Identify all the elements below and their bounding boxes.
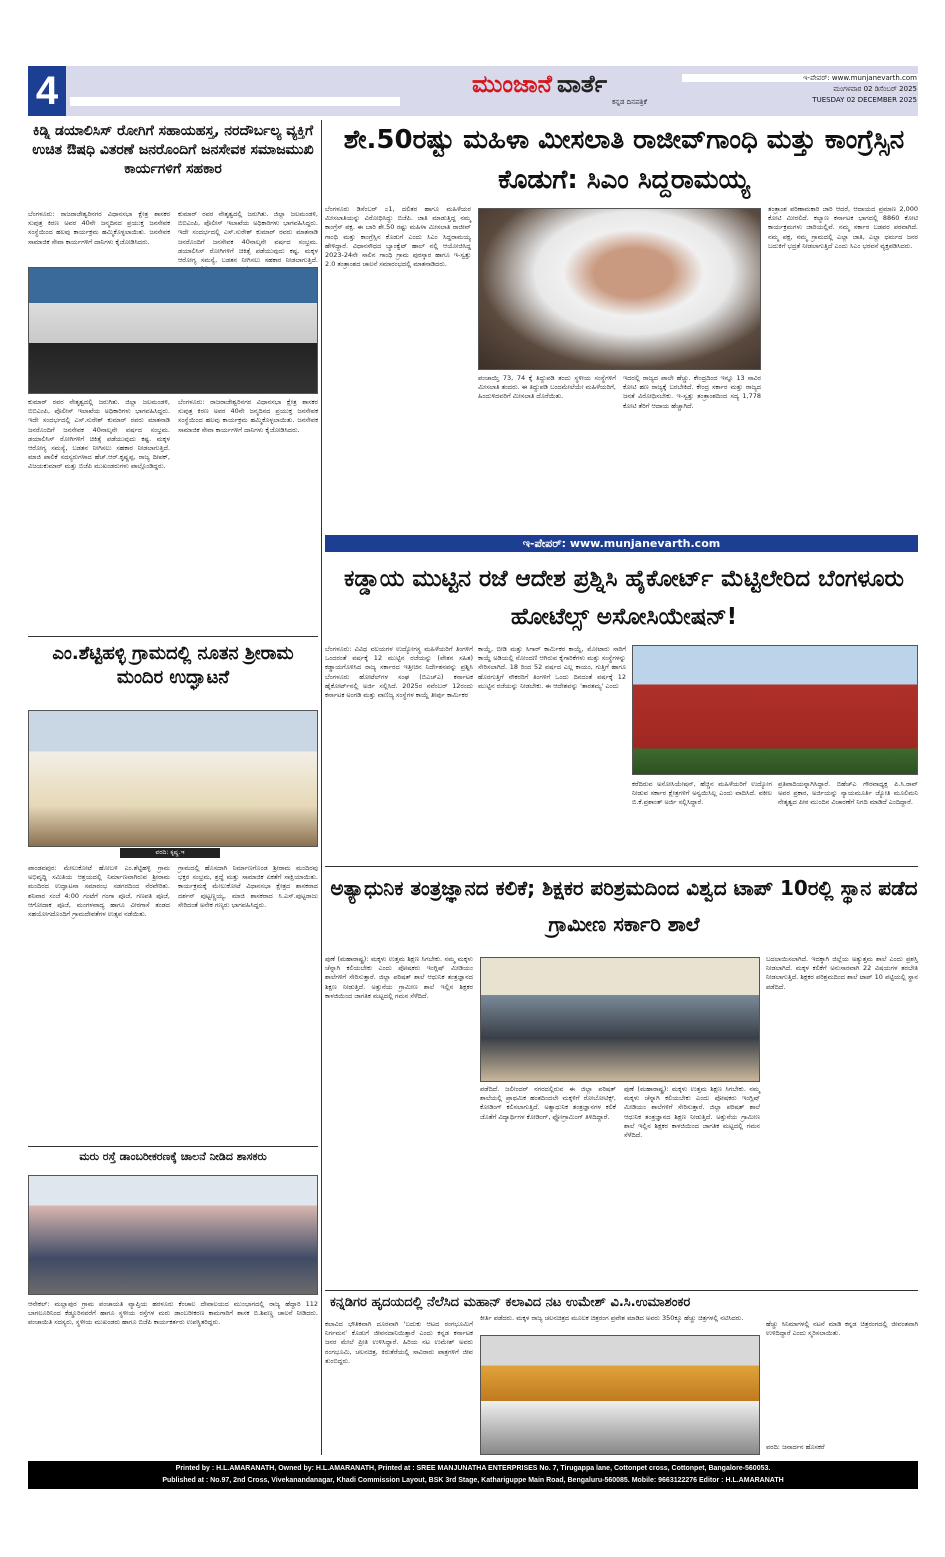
masthead-dark: ವಾರ್ತೆ (557, 70, 608, 98)
headline: ಅತ್ಯಾಧುನಿಕ ತಂತ್ರಜ್ಞಾನದ ಕಲಿಕೆ; ಶಿಕ್ಷಕರ ಪರಿಶ್ರಮದಿಂದ ವಿಶ್ವದ ಟಾಪ್ 10ರಲ್ಲಿ ಸ್ಥಾನ ಪಡೆದ ಗ್ರಾಮೀಣ ಸರ್ಕಾರಿ ಶಾಲೆ (330, 876, 918, 936)
article-body: ಕುಮಾರ್ ರವರ ನೇತೃತ್ವದಲ್ಲಿ ಜರುಗಿತು. ಜಿಲ್ಲಾ ಜಲಮಂಡಳಿ, ಬಿಬಿಎಂಪಿ, ಪೊಲೀಸ್ ಇಲಾಖೆಯ ಅಧಿಕಾರಿಗಳು ಭಾಗವಹಿಸಿದ್ದರು. ಇದೇ ಸಂದರ್ಭದಲ್ಲಿ ಎಸ್.ಸುರೇಶ್ ಕುಮಾರ್ ರವರು ಮಾತನಾಡಿ ಜನರೊಂದಿಗೆ ಜನಸೇವಕ 40ನಾಲ್ಕನೇ ವರ್ಷದ ಸಂಭ್ರಮ. ಡಯಾಲಿಸಿಸ್ ರೋಗಿಗಳಿಗೆ ಚಿಕಿತ್ಸೆ ಪಡೆಯುವುದು ಕಷ್ಟ. ಮಕ್ಕಳ ಆರೋಗ್ಯ ಸಮಸ್ಯೆ, ಬಡತನ ನೀಗಿಸಲು ಸಹಕಾರ ನೀಡಲಾಗುತ್ತಿದೆ. ಮಾಜಿ ಪಾಲಿಕೆ ಸದಸ್ಯರುಗಳಾದ ಹೆಚ್.ಆರ್.ಕೃಷ್ಣಪ್ಪ, ರಾಜ್ಯ ದೀಪಕ್, ವಿಜಯಕುಮಾರ್ ಮತ್ತು ಬಿಜೆಪಿ ಮುಖಂಡರುಗಳು ಪಾಲ್ಗೊಂಡಿದ್ದರು. (28, 398, 170, 471)
headline: ಮರು ರಸ್ತೆ ಡಾಂಬರೀಕರಣಕ್ಕೆ ಚಾಲನೆ ನೀಡಿದ ಶಾಸಕರು (79, 1150, 267, 1163)
article-body: ಪಂಚಾಯ್ತಿ 73, 74 ಕ್ಕೆ ತಿದ್ದುಪಡಿ ತಂದು ಸ್ಥಳೀಯ ಸಂಸ್ಥೆಗಳಿಗೆ ಮೀಸಲಾತಿ ತಂದರು. ಈ ತಿದ್ದುಪಡಿ ಬಂದಮೇಲೆಯೇ ಮಹಿಳೆಯರಿಗೆ, ಹಿಂದುಳಿದವರಿಗೆ ಮೀಸಲಾತಿ ದೊರೆಯಿತು. (478, 374, 616, 401)
article-body: ಕಲಾವಿದ ಭೌತಿಕವಾಗಿ ದೂರವಾಗಿ 'ಬದುಕು ಆಟದ ರಂಗಭೂಮಿಗೆ ನಿರ್ಗಮನ' ಕೊಡುಗೆ ಜೀವನದಾನಿಯಿತ್ತಾರೆ ಎಂದು ಕನ್ನಡ ಕರ್ನಾಟಕ ಜನರ ಮೇಲೆ ಪ್ರೀತಿ ಉಳಿಸಿದ್ದಾರೆ. ಹಿರಿಯ ನಟ ಉಮೇಶ್ ಅವರು ರಂಗಭೂಮಿ, ಚಲನಚಿತ್ರ, ಕಿರುತೆರೆಯಲ್ಲಿ ಸಾವಿರಾರು ಪಾತ್ರಗಳಿಗೆ ಜೀವ ತುಂಬಿದ್ದರು. (325, 1320, 473, 1365)
epaper-link[interactable]: ಇ-ಪೇಪರ್: www.munjanevarth.com (803, 74, 917, 82)
divider (28, 636, 318, 637)
article-body: ಬದಲಾಯಿಸಲಾಗಿದೆ. ಇದಕ್ಕಾಗಿ ಜಿಲ್ಲೆಯ ಅತ್ಯುತ್ತಮ ಶಾಲೆ ಎಂದು ಪ್ರಶಸ್ತಿ ನೀಡಲಾಗಿದೆ. ಮಕ್ಕಳ ಕಲಿಕೆಗೆ ಅನುಸಾರವಾಗಿ 22 ವಿಷಯಗಳ ತರಬೇತಿ ನೀಡಲಾಗುತ್ತಿದೆ. ಶಿಕ್ಷಕರ ಪರಿಶ್ರಮದಿಂದ ಶಾಲೆ ಟಾಪ್ 10 ಪಟ್ಟಿಯಲ್ಲಿ ಸ್ಥಾನ ಪಡೆದಿದೆ. (766, 955, 918, 991)
column-divider (321, 120, 322, 1455)
tagline: ಕನ್ನಡ ದಿನಪತ್ರಿಕೆ (611, 98, 647, 106)
article-body: ಪುಣೆ (ಮಹಾರಾಷ್ಟ್ರ): ಮಕ್ಕಳು ಉತ್ತಮ ಶಿಕ್ಷಣ ಸಿಗಬೇಕು. ನಮ್ಮ ಮಕ್ಕಳು ಚೆನ್ನಾಗಿ ಕಲಿಯಬೇಕು ಎಂದು ಪೋಷಕರು ಇಂಗ್ಲಿಷ್ ಮೀಡಿಯಂ ಶಾಲೆಗಳಿಗೆ ಸೇರಿಸುತ್ತಾರೆ. ಜಿಲ್ಲಾ ಪರಿಷತ್ ಶಾಲೆ ಆಧುನಿಕ ತಂತ್ರಜ್ಞಾನದ ಶಿಕ್ಷಣ ನೀಡುತ್ತಿದೆ. ಅತ್ತುನೆಯ ಗ್ರಾಮೀಣ ಶಾಲೆ ಇಲ್ಲಿನ ಶಿಕ್ಷಕರ ಕಾಳಜಿಯಿಂದ ಜಾಗತಿಕ ಮಟ್ಟದಲ್ಲಿ ಗಮನ ಸೆಳೆದಿದೆ. (325, 955, 473, 1000)
article-body: ಪಡೆದಿದೆ. ಜಲೀಂದರ್ ನಗರದಲ್ಲಿರುವ ಈ ಜಿಲ್ಲಾ ಪರಿಷತ್ ಶಾಲೆಯಲ್ಲಿ ಪ್ರಾಥಮಿಕ ಹಂತದಿಂದಲೇ ಮಕ್ಕಳಿಗೆ ರೋಬೋಟಿಕ್ಸ್, ಕೋಡಿಂಗ್ ಕಲಿಸಲಾಗುತ್ತಿದೆ. ಅತ್ಯಾಧುನಿಕ ತಂತ್ರಜ್ಞಾನಗಳ ಕಲಿಕೆ ಜೊತೆಗೆ ವಿದ್ಯಾರ್ಥಿಗಳ ಕೋಡಿಂಗ್, ಫ್ಲೋಗ್ರಾಮಿಂಗ್ ತಿಳಿದಿದ್ದಾರೆ. (480, 1085, 616, 1121)
article-body: ಕರೆದಿರುವ ಅಸೋಸಿಯೇಷನ್, ಹೆಚ್ಚಿನ ಮಹಿಳೆಯರಿಗೆ ಉದ್ಯೋಗ ನೀಡುವ ಸರ್ಕಾರ ಕ್ಷೇತ್ರಗಳಿಗೆ ಅನ್ವಯಿಸಿಲ್ಲ ಎಂದು ವಾದಿಸಿದೆ. ವಕೀಲ ಬಿ.ಕೆ.ಪ್ರಶಾಂತ್ ಅರ್ಜಿ ಸಲ್ಲಿಸಿದ್ದಾರೆ. (632, 780, 772, 807)
article-body: ಆನೇಕಲ್: ಮಲ್ಲಾಪುರ ಗ್ರಾಮ ಪಂಚಾಯತಿ ವ್ಯಾಪ್ತಿಯ ಹರಳೂರು ಕೆಂಚಾಲ ದೇವಾಲಯದ ಮುಂಭಾಗದಲ್ಲಿ ರಾಜ್ಯ ಹೆದ್ದಾರಿ 112 ಬಾಗಲೂರಿನಿಂದ ಕೆಡ್ಡೂರಿನವರೆಗೆ ಹಾಗೂ ಸ್ಥಳೀಯ ರಸ್ತೆಗಳ ಮರು ಡಾಂಬರೀಕರಣ ಕಾಮಗಾರಿಗೆ ಶಾಸಕ ಬಿ.ಶಿವಣ್ಣ ಚಾಲನೆ ನೀಡಿದರು. ಪಂಚಾಯಿತಿ ಸದಸ್ಯರು, ಸ್ಥಳೀಯ ಮುಖಂಡರು ಹಾಗೂ ಬಿಜೆಪಿ ಕಾರ್ಯಕರ್ತರು ಉಪಸ್ಥಿತರಿದ್ದರು. (28, 1300, 318, 1327)
page-number: 4 (28, 66, 66, 116)
photo-caption: ವರದಿ: ಕೃಷ್ಣ.ಇ (120, 848, 220, 858)
headline: ಕಿಡ್ನಿ ಡಯಾಲಿಸಿಸ್ ರೋಗಿಗೆ ಸಹಾಯಹಸ್ತ, ನರದೌರ್ಬಲ್ಯ ವ್ಯಕ್ತಿಗೆ ಉಚಿತ ಔಷಧಿ ವಿತರಣೆ ಜನರೊಂದಿಗೆ ಜನಸೇವಕ ಸಮಾಜಮುಖಿ ಕಾರ್ಯಗಳಿಗೆ ಸಹಕಾರ (32, 123, 314, 177)
headline: ಎಂ.ಶೆಟ್ಟಿಹಳ್ಳಿ ಗ್ರಾಮದಲ್ಲಿ ನೂತನ ಶ್ರೀರಾಮ ಮಂದಿರ ಉದ್ಘಾಟನೆ (52, 643, 294, 689)
news-photo (28, 710, 318, 847)
headline: ಕಡ್ಡಾಯ ಮುಟ್ಟಿನ ರಜೆ ಆದೇಶ ಪ್ರಶ್ನಿಸಿ ಹೈಕೋರ್ಟ್ ಮೆಟ್ಟಿಲೇರಿದ ಬೆಂಗಳೂರು ಹೋಟೆಲ್ಸ್ ಅಸೋಸಿಯೇಷನ್! (343, 566, 904, 630)
lead-headline: ಶೇ.50ರಷ್ಟು ಮಹಿಳಾ ಮೀಸಲಾತಿ ರಾಜೀವ್‌ಗಾಂಧಿ ಮತ್ತು ಕಾಂಗ್ರೆಸ್ಸಿನ ಕೊಡುಗೆ: ಸಿಎಂ ಸಿದ್ದರಾಮಯ್ಯ (343, 125, 905, 195)
news-photo (28, 1175, 318, 1295)
imprint-line: Printed by : H.L.AMARANATH, Owned by: H.L.AMARANATH, Printed at : SREE MANJUNATHA ENTERPRISES No. 7, Tirugappa lane, Cottonpet cross, Cottonpet, Bangalore-560053. (175, 1465, 771, 1472)
divider (325, 1290, 918, 1291)
divider (28, 1146, 318, 1147)
news-photo (28, 267, 318, 394)
date-english: TUESDAY 02 DECEMBER 2025 (812, 96, 917, 104)
article-body: ಬೆಂಗಳೂರು: ರಾಜರಾಜೇಶ್ವರಿನಗರ ವಿಧಾನಸಭಾ ಕ್ಷೇತ್ರ ಶಾಸಕರ ಸುಪುತ್ರ ಕಿರಣ ಅವರ 40ನೇ ಜನ್ಮದಿನದ ಪ್ರಯುಕ್ತ ಜನಸೇವಕ ಸಂಸ್ಥೆಯಿಂದ ಹಲವು ಕಾರ್ಯಕ್ರಮ ಹಮ್ಮಿಕೊಳ್ಳಲಾಯಿತು. ಜನಸೇವಕ ಸಾಮಾಜಿಕ ಸೇವಾ ಕಾರ್ಯಗಳಿಗೆ ದಾನಿಗಳು ಕೈಜೋಡಿಸಿದರು. (178, 398, 318, 434)
masthead-red: ಮುಂಜಾನೆ (471, 70, 552, 98)
article-body: ಪಾಂಡವಪುರ: ಮೇಲುಕೋಟೆ ಹೋಬಳಿ ಎಂ.ಶೆಟ್ಟಿಹಳ್ಳಿ ಗ್ರಾಮ ಅಭಿವೃದ್ಧಿ ಸಮಿತಿಯ ಆಶ್ರಯದಲ್ಲಿ ನಿರ್ಮಾಣವಾಗಿರುವ ಶ್ರೀರಾಮ ಮಂದಿರದ ಉದ್ಘಾಟನಾ ಸಮಾರಂಭ ಸಡಗರದಿಂದ ನೆರವೇರಿತು. ಶನಿವಾರ ಸಂಜೆ 4:00 ಗಂಟೆಗೆ ಗಂಗಾ ಪೂಜೆ, ಗಣಪತಿ ಪೂಜೆ, ಆಗೋದಾಕ ಪೂಜೆ, ಮಂಗಳವಾದ್ಯ ಹಾಗೂ ವೀರಗಾಸೆ ತಂಡದ ಸಹಯೋಗದೊಂದಿಗೆ ಗ್ರಾಮದೇವತೆಗಳ ಉತ್ಸವ ನಡೆಯಿತು. (28, 864, 170, 919)
article-body: ಕೀರ್ತಿ ಪಡೆದರು. ಮಕ್ಕಳ ರಾಜ್ಯ ಚಲನಚಿತ್ರದ ಮೂಲಕ ಚಿತ್ರರಂಗ ಪ್ರವೇಶ ಮಾಡಿದ ಅವರು 350ಕ್ಕೂ ಹೆಚ್ಚು ಚಿತ್ರಗಳಲ್ಲಿ ನಟಿಸಿದರು. (480, 1314, 744, 1322)
reporter-credit: ವರದಿ: ಜನಾರ್ದನ ಹೊಸಕರೆ (766, 1443, 825, 1451)
article-body: ಬೆಂಗಳೂರು: ವಿವಿಧ ವಲಯಗಳ ಉದ್ಯೋಗಸ್ಥ ಮಹಿಳೆಯರಿಗೆ ತಿಂಗಳಿಗೆ ಒಂದರಂತೆ ವರ್ಷಕ್ಕೆ 12 ಮುಟ್ಟಿನ ರಜೆಯನ್ನು (ವೇತನ ಸಹಿತ) ಕಡ್ಡಾಯಗೊಳಿಸಿದ ರಾಜ್ಯ ಸರ್ಕಾರದ ಇತ್ತೀಚಿನ ನಿರ್ದೇಶನವನ್ನು ಪ್ರಶ್ನಿಸಿ ಬೆಂಗಳೂರು ಹೋಟೆಲ್‌ಗಳ ಸಂಘ (ಬಿಎಚ್‌ಎ) ಕರ್ನಾಟಕ ಹೈಕೋರ್ಟ್‌ನಲ್ಲಿ ಅರ್ಜಿ ಸಲ್ಲಿಸಿದೆ. 2025ರ ನವೆಂಬರ್ 12ರಂದು ಕರ್ನಾಟಕ ಅಂಗಡಿ ಮತ್ತು ವಾಣಿಜ್ಯ ಸಂಸ್ಥೆಗಳ ಕಾಯ್ದೆ ತೀರ್ಪು ಕಾರ್ಮಿಕರ (325, 645, 473, 700)
imprint-line: Published at : No.97, 2nd Cross, Vivekanandanagar, Khadi Commission Layout, BSK 3rd Stage, Kathariguppe Main Road, Bengaluru-560085. Mobile: 9663122276 Editor : H.L.AMARANATH (162, 1477, 784, 1484)
epaper-banner[interactable]: ಇ-ಪೇಪರ್: www.munjanevarth.com (325, 535, 918, 552)
article-body: ತಂತ್ರಾಂಶ ಪರಿಣಾಮಕಾರಿ ಜಾರಿ ಆದರೆ, ಆದಾಯದ ಪ್ರಮಾಣ 2,000 ಕೋಟಿ ಮೀರಲಿದೆ. ಕಲ್ಯಾಣ ಕರ್ನಾಟಕ ಭಾಗದಲ್ಲಿ 8860 ಕೋಟಿ ಕಾರ್ಯಕ್ರಮಗಳು ಜಾರಿಯಲ್ಲಿವೆ. ನಮ್ಮ ಸರ್ಕಾರ ಬಡವರ ಪರವಾಗಿದೆ. ನಮ್ಮ ಪಕ್ಷ, ನಮ್ಮ ಗ್ರಾಮದಲ್ಲಿ ಎಲ್ಲಾ ಜಾತಿ, ಎಲ್ಲಾ ಧರ್ಮದ ಜನರ ಬದುಕಿಗೆ ಭದ್ರತೆ ನೀಡಲಾಗುತ್ತಿದೆ ಎಂದು ಸಿಎಂ ಭರವಸೆ ವ್ಯಕ್ತಪಡಿಸಿದರು. (768, 205, 918, 250)
masthead (432, 70, 647, 107)
article-body: ಪುಣೆ (ಮಹಾರಾಷ್ಟ್ರ): ಮಕ್ಕಳು ಉತ್ತಮ ಶಿಕ್ಷಣ ಸಿಗಬೇಕು. ನಮ್ಮ ಮಕ್ಕಳು ಚೆನ್ನಾಗಿ ಕಲಿಯಬೇಕು ಎಂದು ಪೋಷಕರು ಇಂಗ್ಲಿಷ್ ಮೀಡಿಯಂ ಶಾಲೆಗಳಿಗೆ ಸೇರಿಸುತ್ತಾರೆ. ಜಿಲ್ಲಾ ಪರಿಷತ್ ಶಾಲೆ ಆಧುನಿಕ ತಂತ್ರಜ್ಞಾನದ ಶಿಕ್ಷಣ ನೀಡುತ್ತಿದೆ. ಅತ್ತುನೆಯ ಗ್ರಾಮೀಣ ಶಾಲೆ ಇಲ್ಲಿನ ಶಿಕ್ಷಕರ ಕಾಳಜಿಯಿಂದ ಜಾಗತಿಕ ಮಟ್ಟದಲ್ಲಿ ಗಮನ ಸೆಳೆದಿದೆ. (624, 1085, 760, 1140)
article-body: ಪ್ರತಿವಾದಿಯನ್ನಾಗಿಸಿದ್ದಾರೆ. ಬಿಹೆಚ್‌ಎ ಗೌರವಾಧ್ಯಕ್ಷ ಪಿ.ಸಿ.ರಾವ್ ಅವರ ಪ್ರಕಾರ, ಅರ್ಜಿಯನ್ನು ನ್ಯಾಯಮೂರ್ತಿ ಜ್ಯೋತಿ ಮೂಲಿಮನಿ ನೇತೃತ್ವದ ಪೀಠ ಮುಂದಿನ ವಿಚಾರಣೆಗೆ ನಿಗದಿ ಮಾಡಿದೆ ಎಂದಿದ್ದಾರೆ. (778, 780, 918, 807)
article-body: ಬೆಂಗಳೂರು ಡಿಸೆಂಬರ್ ೦1, ದಲಿತರ ಹಾಗೂ ಮಹಿಳೆಯರ ಮೀಸಲಾತಿಯನ್ನು ವಿರೋಧಿಸಿದ್ದು ಬಿಜೆಪಿ. ಜಾತಿ ಮಾಡುತ್ತಿದ್ದ ನಮ್ಮ ಕಾಂಗ್ರೆಸ್ ಪಕ್ಷ. ಈ ಬಾರಿ ಶೇ.50 ರಷ್ಟು ಮಹಿಳಾ ಮೀಸಲಾತಿ ರಾಜೀವ್ ಗಾಂಧಿ ಮತ್ತು ಕಾಂಗ್ರೆಸ್ಸಿನ ಕೊಡುಗೆ ಎಂದು ಸಿಎಂ ಸಿದ್ದರಾಮಯ್ಯ ಹೇಳಿದ್ದಾರೆ. ವಿಧಾನಸೌಧದ ಬ್ಯಾಂಕ್ವೆಟ್ ಹಾಲ್ ನಲ್ಲಿ ಆಯೋಜಿಸಿದ್ದ 2023-24ನೇ ಸಾಲಿನ ಗಾಂಧಿ ಗ್ರಾಮ ಪುರಸ್ಕಾರ ಹಾಗೂ ಇ-ಸ್ವತ್ತು 2.0 ತಂತ್ರಾಂಶದ ಚಾಲನೆ ಸಮಾರಂಭದಲ್ಲಿ ಮಾತನಾಡಿದರು. (325, 205, 471, 269)
headline: ಕನ್ನಡಿಗರ ಹೃದಯದಲ್ಲಿ ನೆಲೆಸಿದ ಮಹಾನ್ ಕಲಾವಿದ ನಟ ಉಮೇಶ್ ವಿ.ಸಿ.ಉಮಾಶಂಕರ (330, 1295, 691, 1310)
header-decor-bar (70, 97, 400, 106)
article-body: ಹೆಚ್ಚು ಸಿನಿಮಾಗಳಲ್ಲಿ ನಟನೆ ಮಾಡಿ ಕನ್ನಡ ಚಿತ್ರರಂಗದಲ್ಲಿ ಜೀವಂತವಾಗಿ ಉಳಿದಿದ್ದಾರೆ ಎಂದು ಸ್ಮರಿಸಲಾಯಿತು. (766, 1320, 918, 1338)
article-body: ಇದರಲ್ಲಿ ರಾಜ್ಯದ ಪಾಲೇ ಹೆಚ್ಚು. ಕೇಂದ್ರದಿಂದ ಇನ್ನೂ 13 ಸಾವಿರ ಕೋಟಿ ಹಣ ರಾಜ್ಯಕ್ಕೆ ಬರಬೇಕಿದೆ. ಕೇಂದ್ರ ಸರ್ಕಾರ ಮತ್ತು ರಾಜ್ಯದ ಜನತೆ ವಿರೋಧಿಸಬೇಕು. ಇ-ಸ್ವತ್ತು ತಂತ್ರಾಂಶದಿಂದ ಸದ್ಯ 1,778 ಕೋಟಿ ತೆರಿಗೆ ಆದಾಯ ಹೆಚ್ಚಾಗಿದೆ. (623, 374, 761, 410)
article-body: ಬೆಂಗಳೂರು: ರಾಜರಾಜೇಶ್ವರಿನಗರ ವಿಧಾನಸಭಾ ಕ್ಷೇತ್ರ ಶಾಸಕರ ಸುಪುತ್ರ ಕಿರಣ ಅವರ 40ನೇ ಜನ್ಮದಿನದ ಪ್ರಯುಕ್ತ ಜನಸೇವಕ ಸಂಸ್ಥೆಯಿಂದ ಹಲವು ಕಾರ್ಯಕ್ರಮ ಹಮ್ಮಿಕೊಳ್ಳಲಾಯಿತು. ಜನಸೇವಕ ಸಾಮಾಜಿಕ ಸೇವಾ ಕಾರ್ಯಗಳಿಗೆ ದಾನಿಗಳು ಕೈಜೋಡಿಸಿದರು. (28, 210, 170, 246)
date-kannada: ಮಂಗಳವಾರ 02 ಡಿಸೆಂಬರ್ 2025 (833, 85, 917, 93)
high-court-photo (632, 645, 918, 775)
imprint-footer (28, 1461, 918, 1489)
article-body: ಕುಮಾರ್ ರವರ ನೇತೃತ್ವದಲ್ಲಿ ಜರುಗಿತು. ಜಿಲ್ಲಾ ಜಲಮಂಡಳಿ, ಬಿಬಿಎಂಪಿ, ಪೊಲೀಸ್ ಇಲಾಖೆಯ ಅಧಿಕಾರಿಗಳು ಭಾಗವಹಿಸಿದ್ದರು. ಇದೇ ಸಂದರ್ಭದಲ್ಲಿ ಎಸ್.ಸುರೇಶ್ ಕುಮಾರ್ ರವರು ಮಾತನಾಡಿ ಜನರೊಂದಿಗೆ ಜನಸೇವಕ 40ನಾಲ್ಕನೇ ವರ್ಷದ ಸಂಭ್ರಮ. ಡಯಾಲಿಸಿಸ್ ರೋಗಿಗಳಿಗೆ ಚಿಕಿತ್ಸೆ ಪಡೆಯುವುದು ಕಷ್ಟ. ಮಕ್ಕಳ ಆರೋಗ್ಯ ಸಮಸ್ಯೆ, ಬಡತನ ನೀಗಿಸಲು ಸಹಕಾರ ನೀಡಲಾಗುತ್ತಿದೆ. (178, 210, 318, 265)
tribute-photo (480, 1335, 760, 1455)
dateline (803, 73, 917, 106)
chief-minister-photo (478, 208, 761, 370)
divider (325, 866, 918, 867)
classroom-photo (480, 957, 760, 1082)
article-body: ಕಾಯ್ದೆ, ಬೀಡಿ ಮತ್ತು ಸಿಗಾರ್ ಕಾರ್ಮಿಕರ ಕಾಯ್ದೆ, ಮೋಟಾರು ಸಾರಿಗೆ ಕಾಯ್ದೆ ಅಡಿಯಲ್ಲಿ ನೋಂದಣಿ ಆಗಿರುವ ಕೈಗಾರಿಕೆಗಳು ಮತ್ತು ಸಂಸ್ಥೆಗಳನ್ನು ಸೇರಿಸಲಾಗಿದೆ. 18 ರಿಂದ 52 ವರ್ಷದ ಎಲ್ಲ ಕಾಯಂ, ಗುತ್ತಿಗೆ ಹಾಗೂ ಹೊರಗುತ್ತಿಗೆ ನೌಕರರಿಗೆ ತಿಂಗಳಿಗೆ ಒಂದು ದಿನದಂತೆ ವರ್ಷಕ್ಕೆ 12 ಮುಟ್ಟಿನ ರಜೆಯನ್ನು ನೀಡಬೇಕು. ಈ ಆದೇಶವನ್ನು 'ತಾರತಮ್ಯ' ಎಂದು (478, 645, 626, 690)
article-body: ಗ್ರಾಮದಲ್ಲಿ ಹೊಸದಾಗಿ ನಿರ್ಮಾಣಗೊಂಡ ಶ್ರೀರಾಮ ಮಂದಿರವು ಭಕ್ತರ ಸಂಭ್ರಮ, ಶ್ರದ್ಧೆ ಮತ್ತು ಸಾಮಾಜಿಕ ಏಕತೆಗೆ ಸಾಕ್ಷಿಯಾಯಿತು. ಕಾರ್ಯಕ್ರಮಕ್ಕೆ ಮೇಲುಕೋಟೆ ವಿಧಾನಸಭಾ ಕ್ಷೇತ್ರದ ಶಾಸಕರಾದ ದರ್ಶನ್ ಪುಟ್ಟಣ್ಣಯ್ಯ, ಮಾಜಿ ಶಾಸಕರಾದ ಸಿ.ಎಸ್.ಪುಟ್ಟರಾಜು ಸೇರಿದಂತೆ ಅನೇಕ ಗಣ್ಯರು ಭಾಗವಹಿಸಿದ್ದರು. (178, 864, 318, 909)
